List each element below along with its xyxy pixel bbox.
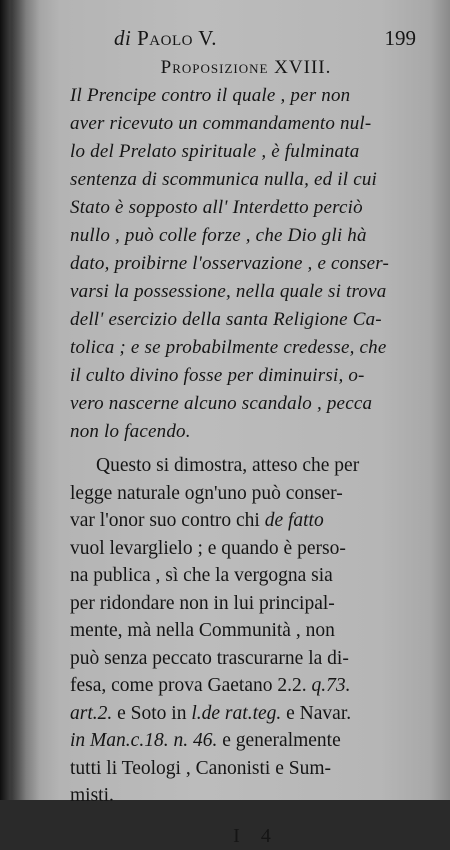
text-line: Il Prencipe contro il quale , per non [70,85,351,106]
page-text-block [70,22,422,850]
text-line: legge naturale ogn'uno può conser- [70,482,343,504]
text-line: varsi la possessione, nella quale si trova [70,281,387,302]
text-line: Questo si dimostra, atteso che per [96,455,360,476]
text-line: in Man.c.18. n. 46. e generalmente [70,730,341,751]
text-line: lo del Prelato spirituale , è fulminata [70,141,360,162]
text-line: non lo facendo. [70,421,191,442]
text-line: art.2. e Soto in l.de rat.teg. e Navar. [70,702,352,724]
text-line: tolica ; e se probabilmente credesse, che [70,337,387,358]
text-line: aver ricevuto un commandamento nul- [70,113,372,134]
text-line: dato, proibirne l'osservazione , e conser- [70,253,390,274]
page-number: 199 [384,26,416,50]
page-header [70,22,422,56]
text-line: sentenza di scommunica nulla, ed il cui [70,169,378,190]
text-line: Stato è sopposto all' Interdetto perciò [70,197,363,218]
text-line: per ridondare non in lui principal- [70,592,335,614]
signature-mark: I 4 [233,824,279,847]
text-line: può senza peccato trascurarne la di- [70,647,349,669]
proposition-statement [70,82,422,446]
running-head: di Paolo V. [114,26,218,50]
book-spine [0,0,14,800]
text-line: il culto divino fosse per diminuirsi, o- [70,365,365,386]
text-line: mente, mà nella Communità , non [70,620,335,641]
text-line: fesa, come prova Gaetano 2.2. q.73. [70,675,351,696]
text-line: na publica , sì che la vergogna sia [70,565,333,586]
proof-paragraph [70,452,422,810]
text-line: tutti li Teologi , Canonisti e Sum- [70,757,331,779]
text-line: vero nascerne alcuno scandalo , pecca [70,393,373,414]
text-line: nullo , può colle forze , che Dio gli hà [70,225,367,246]
running-head-name: Paolo V. [137,26,218,50]
text-line: dell' esercizio della santa Religione Ca- [70,309,382,330]
text-line: vuol levarglielo ; e quando è perso- [70,537,346,559]
text-line: var l'onor suo contro chi de fatto [70,510,324,531]
text-line: misti. [70,785,114,806]
proposition-title: Proposizione XVIII. [160,57,332,78]
